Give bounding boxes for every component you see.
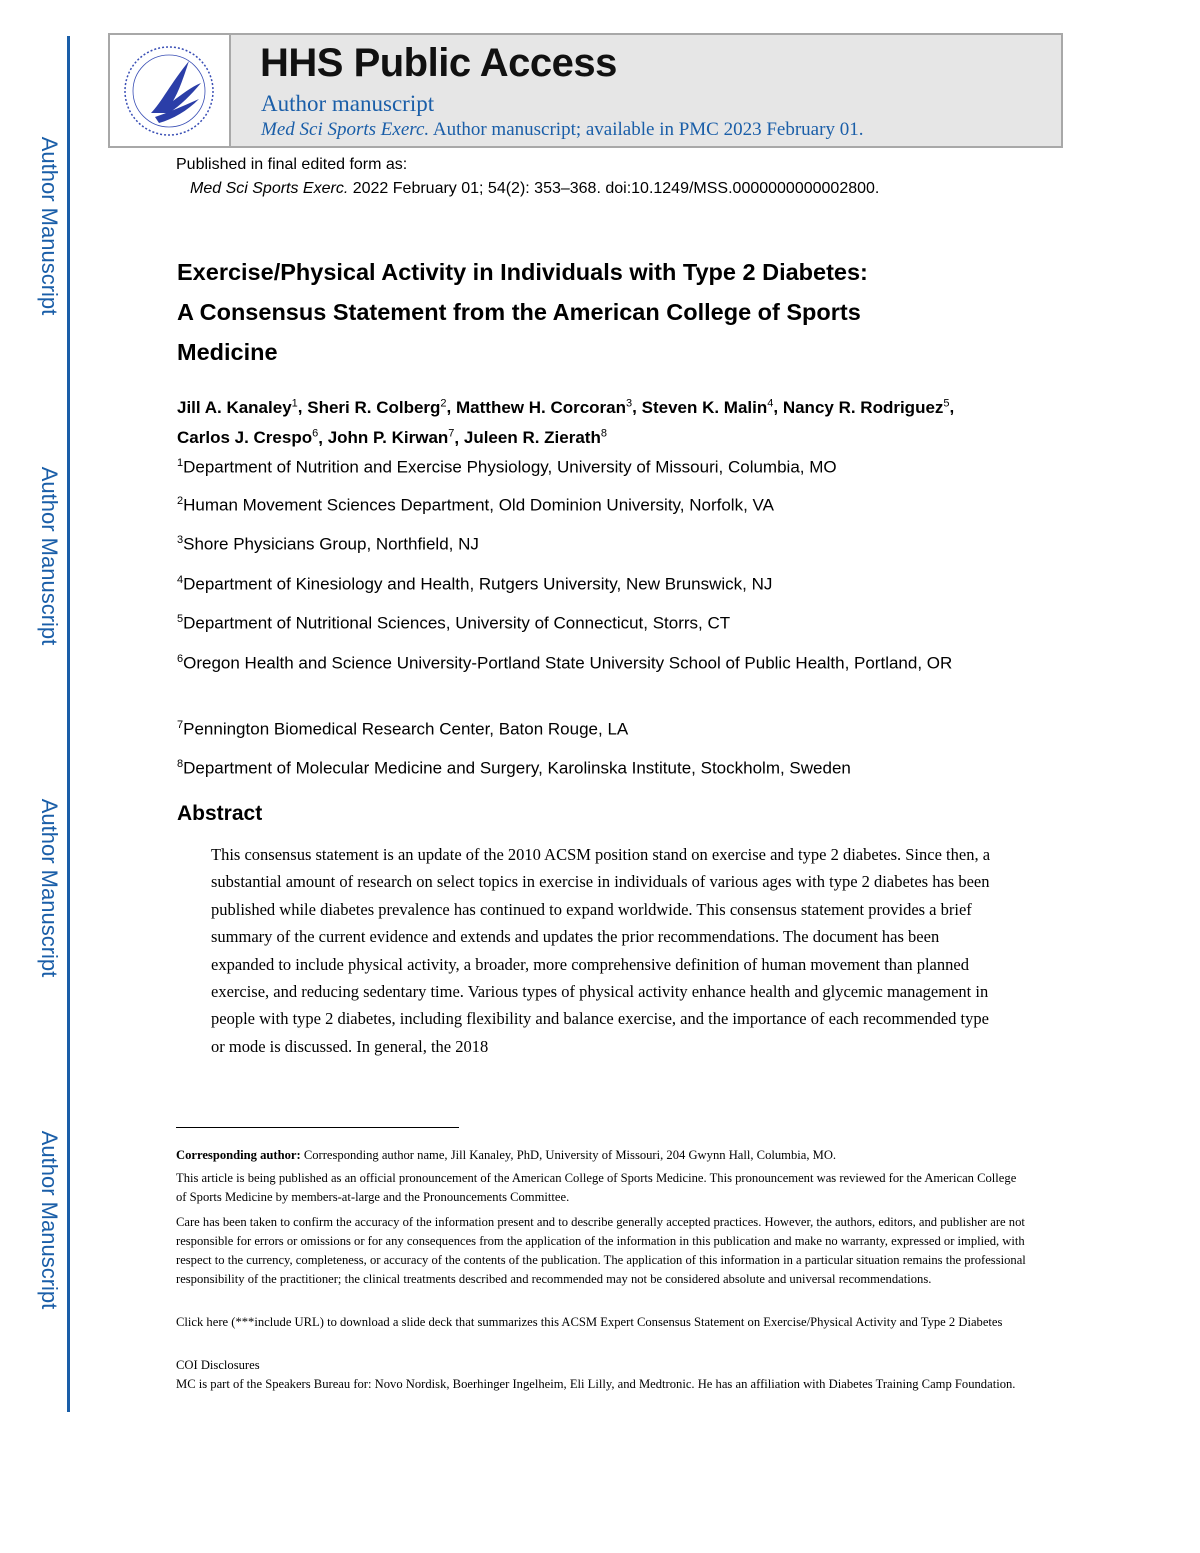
- published-label: Published in final edited form as:: [176, 156, 408, 173]
- side-label: Author Manuscript: [37, 136, 62, 316]
- author: Carlos J. Crespo$^6$: [177, 427, 319, 448]
- citation: Med Sci Sports Exerc. 2022 February 01; 54(2): 353–368. doi:10.1249/MSS.0000000000002800.: [190, 180, 880, 197]
- affiliation: $^1$Department of Nutrition and Exercise Physiology, University of Missouri, Columbia, MO: [177, 457, 837, 477]
- affiliation: $^7$Pennington Biomedical Research Center, Baton Rouge, LA: [177, 719, 629, 739]
- author-manuscript-label: Author manuscript: [261, 91, 435, 116]
- author-list: Jill A. Kanaley$^1$, Sheri R. Colberg$^2$, Matthew H. Corcoran$^3$, Steven K. Malin$^4$, Nancy R. Rodriguez$^5$, Carlos J. Crespo$^6$, John P. Kirwan$^7$, Juleen R. Zierath$^8$: [177, 397, 955, 448]
- author: John P. Kirwan$^7$: [327, 427, 455, 448]
- author: Jill A. Kanaley$^1$: [177, 397, 298, 417]
- coi-text: MC is part of the Speakers Bureau for: Novo Nordisk, Boerhinger Ingelheim, Eli Lilly, and Medtronic. He has an affiliation with Diabetes Training Camp Foundation.: [176, 1377, 1016, 1391]
- footnote-divider: [176, 1127, 459, 1128]
- affiliation: $^2$Human Movement Sciences Department, Old Dominion University, Norfolk, VA: [177, 495, 774, 515]
- affiliation: $^8$Department of Molecular Medicine and Surgery, Karolinska Institute, Stockholm, Sweden: [177, 758, 851, 778]
- hhs-eagle-icon: [121, 43, 217, 139]
- author: Steven K. Malin$^4$: [641, 397, 774, 417]
- availability-line: Med Sci Sports Exerc. Author manuscript; available in PMC 2023 February 01.: [261, 119, 864, 140]
- slide-deck-note: Click here (***include URL) to download a slide deck that summarizes this ACSM Expert Consensus Statement on Exercise/Physical Activity and Type 2 Diabetes: [176, 1315, 1003, 1329]
- affiliation: $^5$Department of Nutritional Sciences, University of Connecticut, Storrs, CT: [177, 613, 731, 633]
- article-title: Exercise/Physical Activity in Individuals with Type 2 Diabetes: A Consensus Statement from the American College of Sports Medicine: [177, 259, 868, 365]
- abstract-heading: Abstract: [177, 802, 263, 825]
- disclaimer-note: Care has been taken to confirm the accuracy of the information present and to describe generally accepted practices. However, the authors, editors, and publisher are not responsible for errors or omissions or for any consequences from the application of the information in this publication and make no warranty, expressed or implied, with respect to the currency, completeness, or accuracy of the contents of the publication. The application of this information in a particular situation remains the professional responsibility of the practitioner; the clinical treatments described and recommended may not be considered absolute and universal recommendations.: [176, 1215, 1026, 1286]
- author: Juleen R. Zierath$^8$: [463, 427, 607, 448]
- coi-heading: COI Disclosures: [176, 1358, 260, 1372]
- author: Sheri R. Colberg$^2$: [307, 397, 447, 417]
- corresponding-author-note: Corresponding author: Corresponding author name, Jill Kanaley, PhD, University of Missouri, 204 Gwynn Hall, Columbia, MO.: [176, 1148, 837, 1162]
- affiliation: $^6$Oregon Health and Science University-Portland State University School of Public Health, Portland, OR: [177, 653, 953, 673]
- side-label: Author Manuscript: [37, 1130, 62, 1310]
- hhs-header: [108, 33, 1063, 148]
- author: Matthew H. Corcoran$^3$: [456, 397, 633, 417]
- abstract-text: This consensus statement is an update of the 2010 ACSM position stand on exercise and type 2 diabetes. Since then, a substantial amount of research on select topics in exercise in individuals of various ages with type 2 diabetes has been published while diabetes prevalence has continued to expand worldwide. This consensus statement provides a brief summary of the current evidence and extends and updates the prior recommendations. The document has been expanded to include physical activity, a broader, more comprehensive definition of human movement than planned exercise, and reducing sedentary time. Various types of physical activity enhance health and glycemic management in people with type 2 diabetes, including flexibility and balance exercise, and the importance of each recommended type or mode is discussed. In general, the 2018: [211, 845, 991, 1056]
- affiliation: $^4$Department of Kinesiology and Health, Rutgers University, New Brunswick, NJ: [177, 574, 773, 594]
- pronouncement-note: This article is being published as an official pronouncement of the American College of Sports Medicine. This pronouncement was reviewed for the American College of Sports Medicine by members-at-large and the Pronouncements Committee.: [176, 1171, 1017, 1204]
- affiliation: $^3$Shore Physicians Group, Northfield, NJ: [177, 534, 479, 554]
- hhs-public-access-title: HHS Public Access: [260, 41, 617, 85]
- side-label: Author Manuscript: [37, 798, 62, 978]
- hhs-logo: [110, 35, 231, 146]
- author: Nancy R. Rodriguez$^5$: [782, 397, 950, 417]
- side-label: Author Manuscript: [37, 466, 62, 646]
